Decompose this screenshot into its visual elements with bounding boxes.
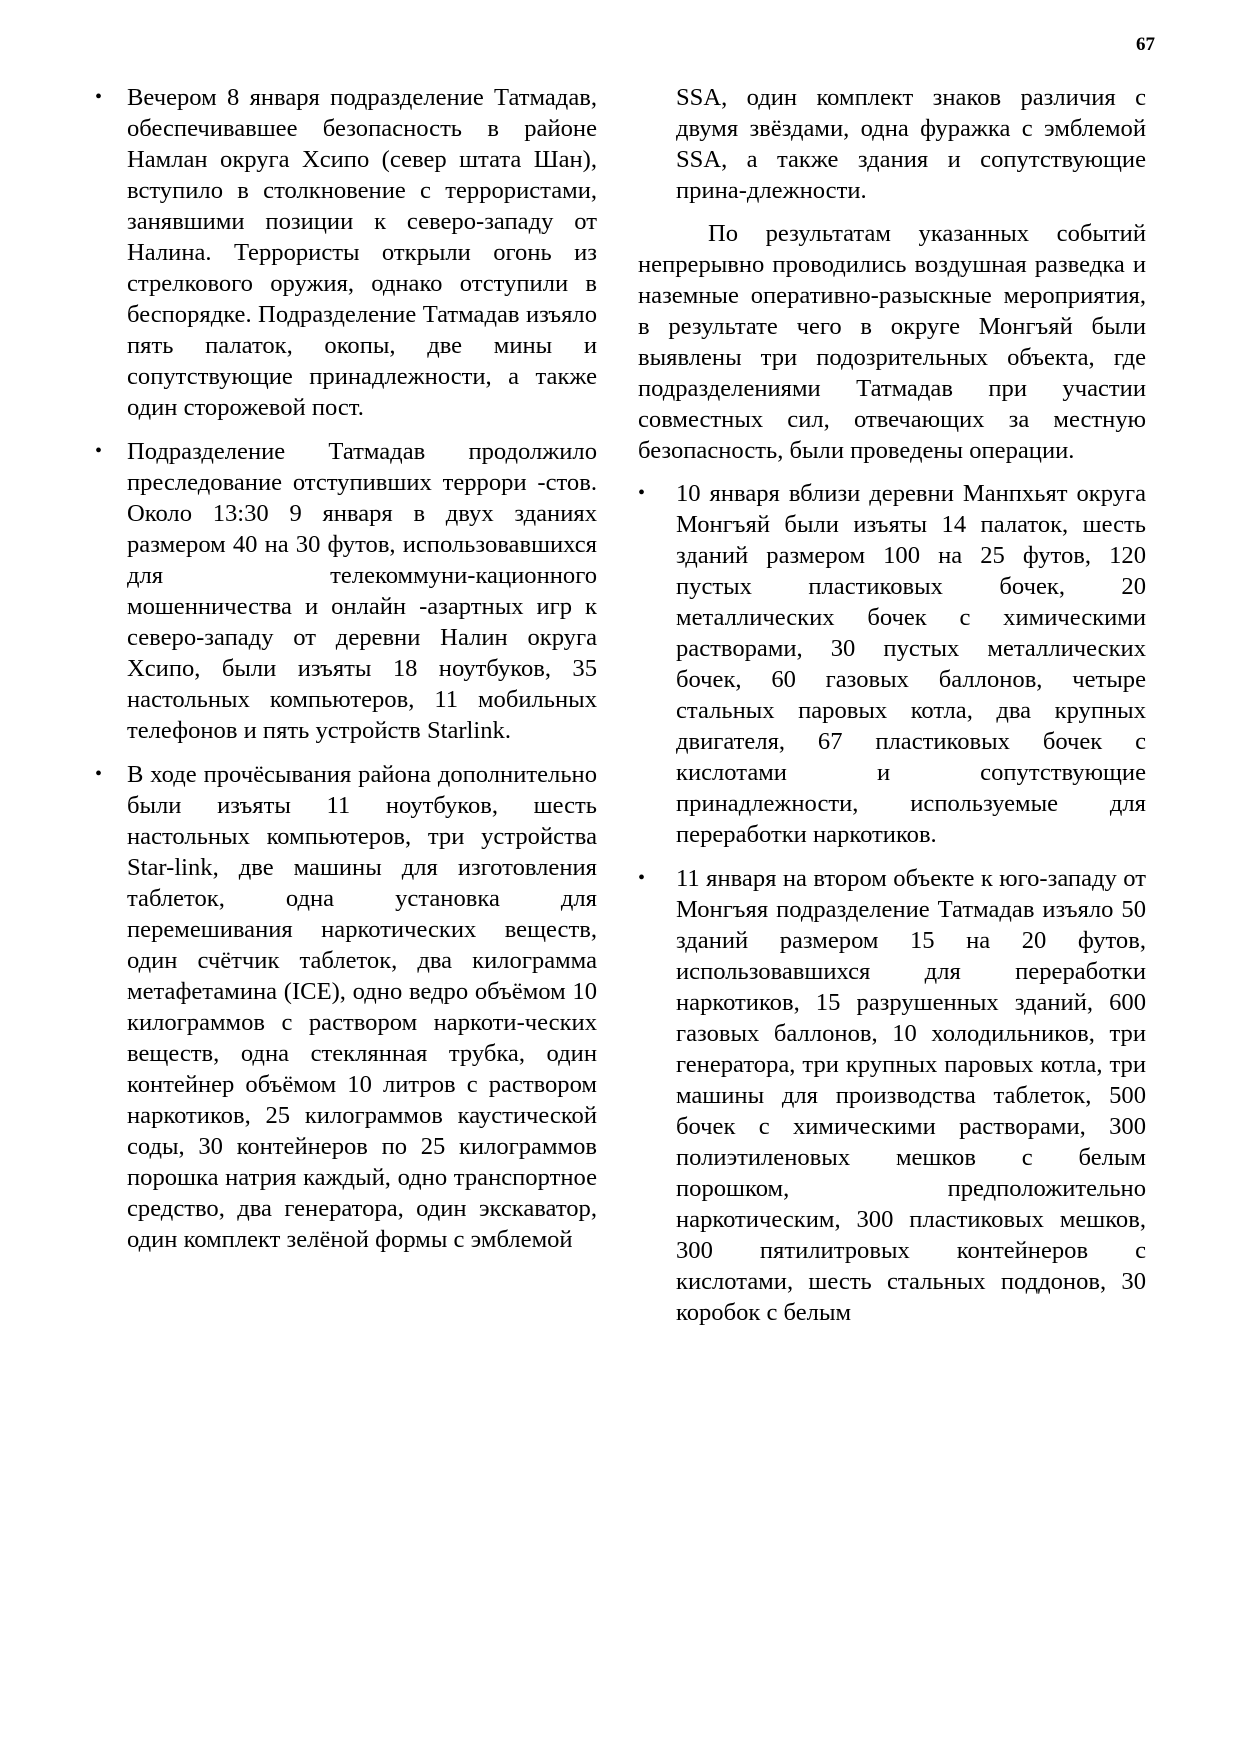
bullet-icon xyxy=(638,863,645,894)
list-item-text: Подразделение Татмадав продолжило преследование отступивших террори -стов. Около 13:30 9 января в двух зданиях размером 40 на 30 футов, использовавшихся для телекоммуни-кационного мошенничества и онлайн -азартных игр к северо-западу от деревни Налин округа Хсипо, были изъяты 18 ноутбуков, 35 настольных компьютеров, 11 мобильных телефонов и пять устройств Starlink. xyxy=(127,438,597,744)
list-item xyxy=(95,82,597,423)
bullet-list xyxy=(95,82,597,1255)
left-column xyxy=(95,82,597,1267)
list-item xyxy=(95,759,597,1255)
right-column xyxy=(638,82,1146,1340)
bullet-list xyxy=(638,478,1146,1328)
list-item-text: 11 января на втором объекте к юго-западу от Монгъяя подразделение Татмадав изъяло 50 зданий размером 15 на 20 футов, использовавшихся для переработки наркотиков, 15 разрушенных зданий, 600 газовых баллонов, 10 холодильников, три генератора, три крупных паровых котла, три машины для производства таблеток, 500 бочек с химическими растворами, 300 полиэтиленовых мешков с белым порошком, предположительно наркотическим, 300 пластиковых мешков, 300 пятилитровых контейнеров с кислотами, шесть стальных поддонов, 30 коробок с белым xyxy=(676,865,1146,1326)
bullet-icon xyxy=(638,478,645,509)
list-item xyxy=(95,436,597,746)
continued-text: SSA, один комплект знаков различия с двумя звёздами, одна фуражка с эмблемой SSA, а также здания и сопутствующие прина-длежности. xyxy=(676,84,1146,204)
list-item xyxy=(638,478,1146,850)
list-item xyxy=(638,863,1146,1328)
bullet-icon xyxy=(95,82,102,113)
bullet-icon xyxy=(95,759,102,790)
list-item-text: 10 января вблизи деревни Манпхьят округа Монгъяй были изъяты 14 палаток, шесть зданий размером 100 на 25 футов, 120 пустых пластиковых бочек, 20 металлических бочек с химическими растворами, 30 пустых металлических бочек, 60 газовых баллонов, четыре стальных паровых котла, два крупных двигателя, 67 пластиковых бочек с кислотами и сопутствующие принадлежности, используемые для переработки наркотиков. xyxy=(676,480,1146,848)
list-item-text: Вечером 8 января подразделение Татмадав, обеспечивавшее безопасность в районе Намлан округа Хсипо (север штата Шан), вступило в столкновение с террористами, занявшими позиции к северо-западу от Налина. Террористы открыли огонь из стрелкового оружия, однако отступили в беспорядке. Подразделение Татмадав изъяло пять палаток, окопы, две мины и сопутствующие принадлежности, а также один сторожевой пост. xyxy=(127,84,597,421)
list-item-text: В ходе прочёсывания района дополнительно были изъяты 11 ноутбуков, шесть настольных компьютеров, три устройства Star-link, две машины для изготовления таблеток, одна установка для перемешивания наркотических веществ, один счётчик таблеток, два килограмма метафетамина (ICE), одно ведро объёмом 10 килограммов с раствором наркоти-ческих веществ, одна стеклянная трубка, один контейнер объёмом 10 литров с раствором наркотиков, 25 килограммов каустической соды, 30 контейнеров по 25 килограммов порошка натрия каждый, одно транспортное средство, два генератора, один экскаватор, один комплект зелёной формы с эмблемой xyxy=(127,761,597,1253)
bullet-icon xyxy=(95,436,102,467)
page-number: 67 xyxy=(1136,34,1155,55)
body-paragraph: По результатам указанных событий непрерывно проводились воздушная разведка и наземные оперативно-разыскные мероприятия, в результате чего в округе Монгъяй были выявлены три подозрительных объекта, где подразделениями Татмадав при участии совместных сил, отвечающих за местную безопасность, были проведены операции. xyxy=(638,220,1146,464)
